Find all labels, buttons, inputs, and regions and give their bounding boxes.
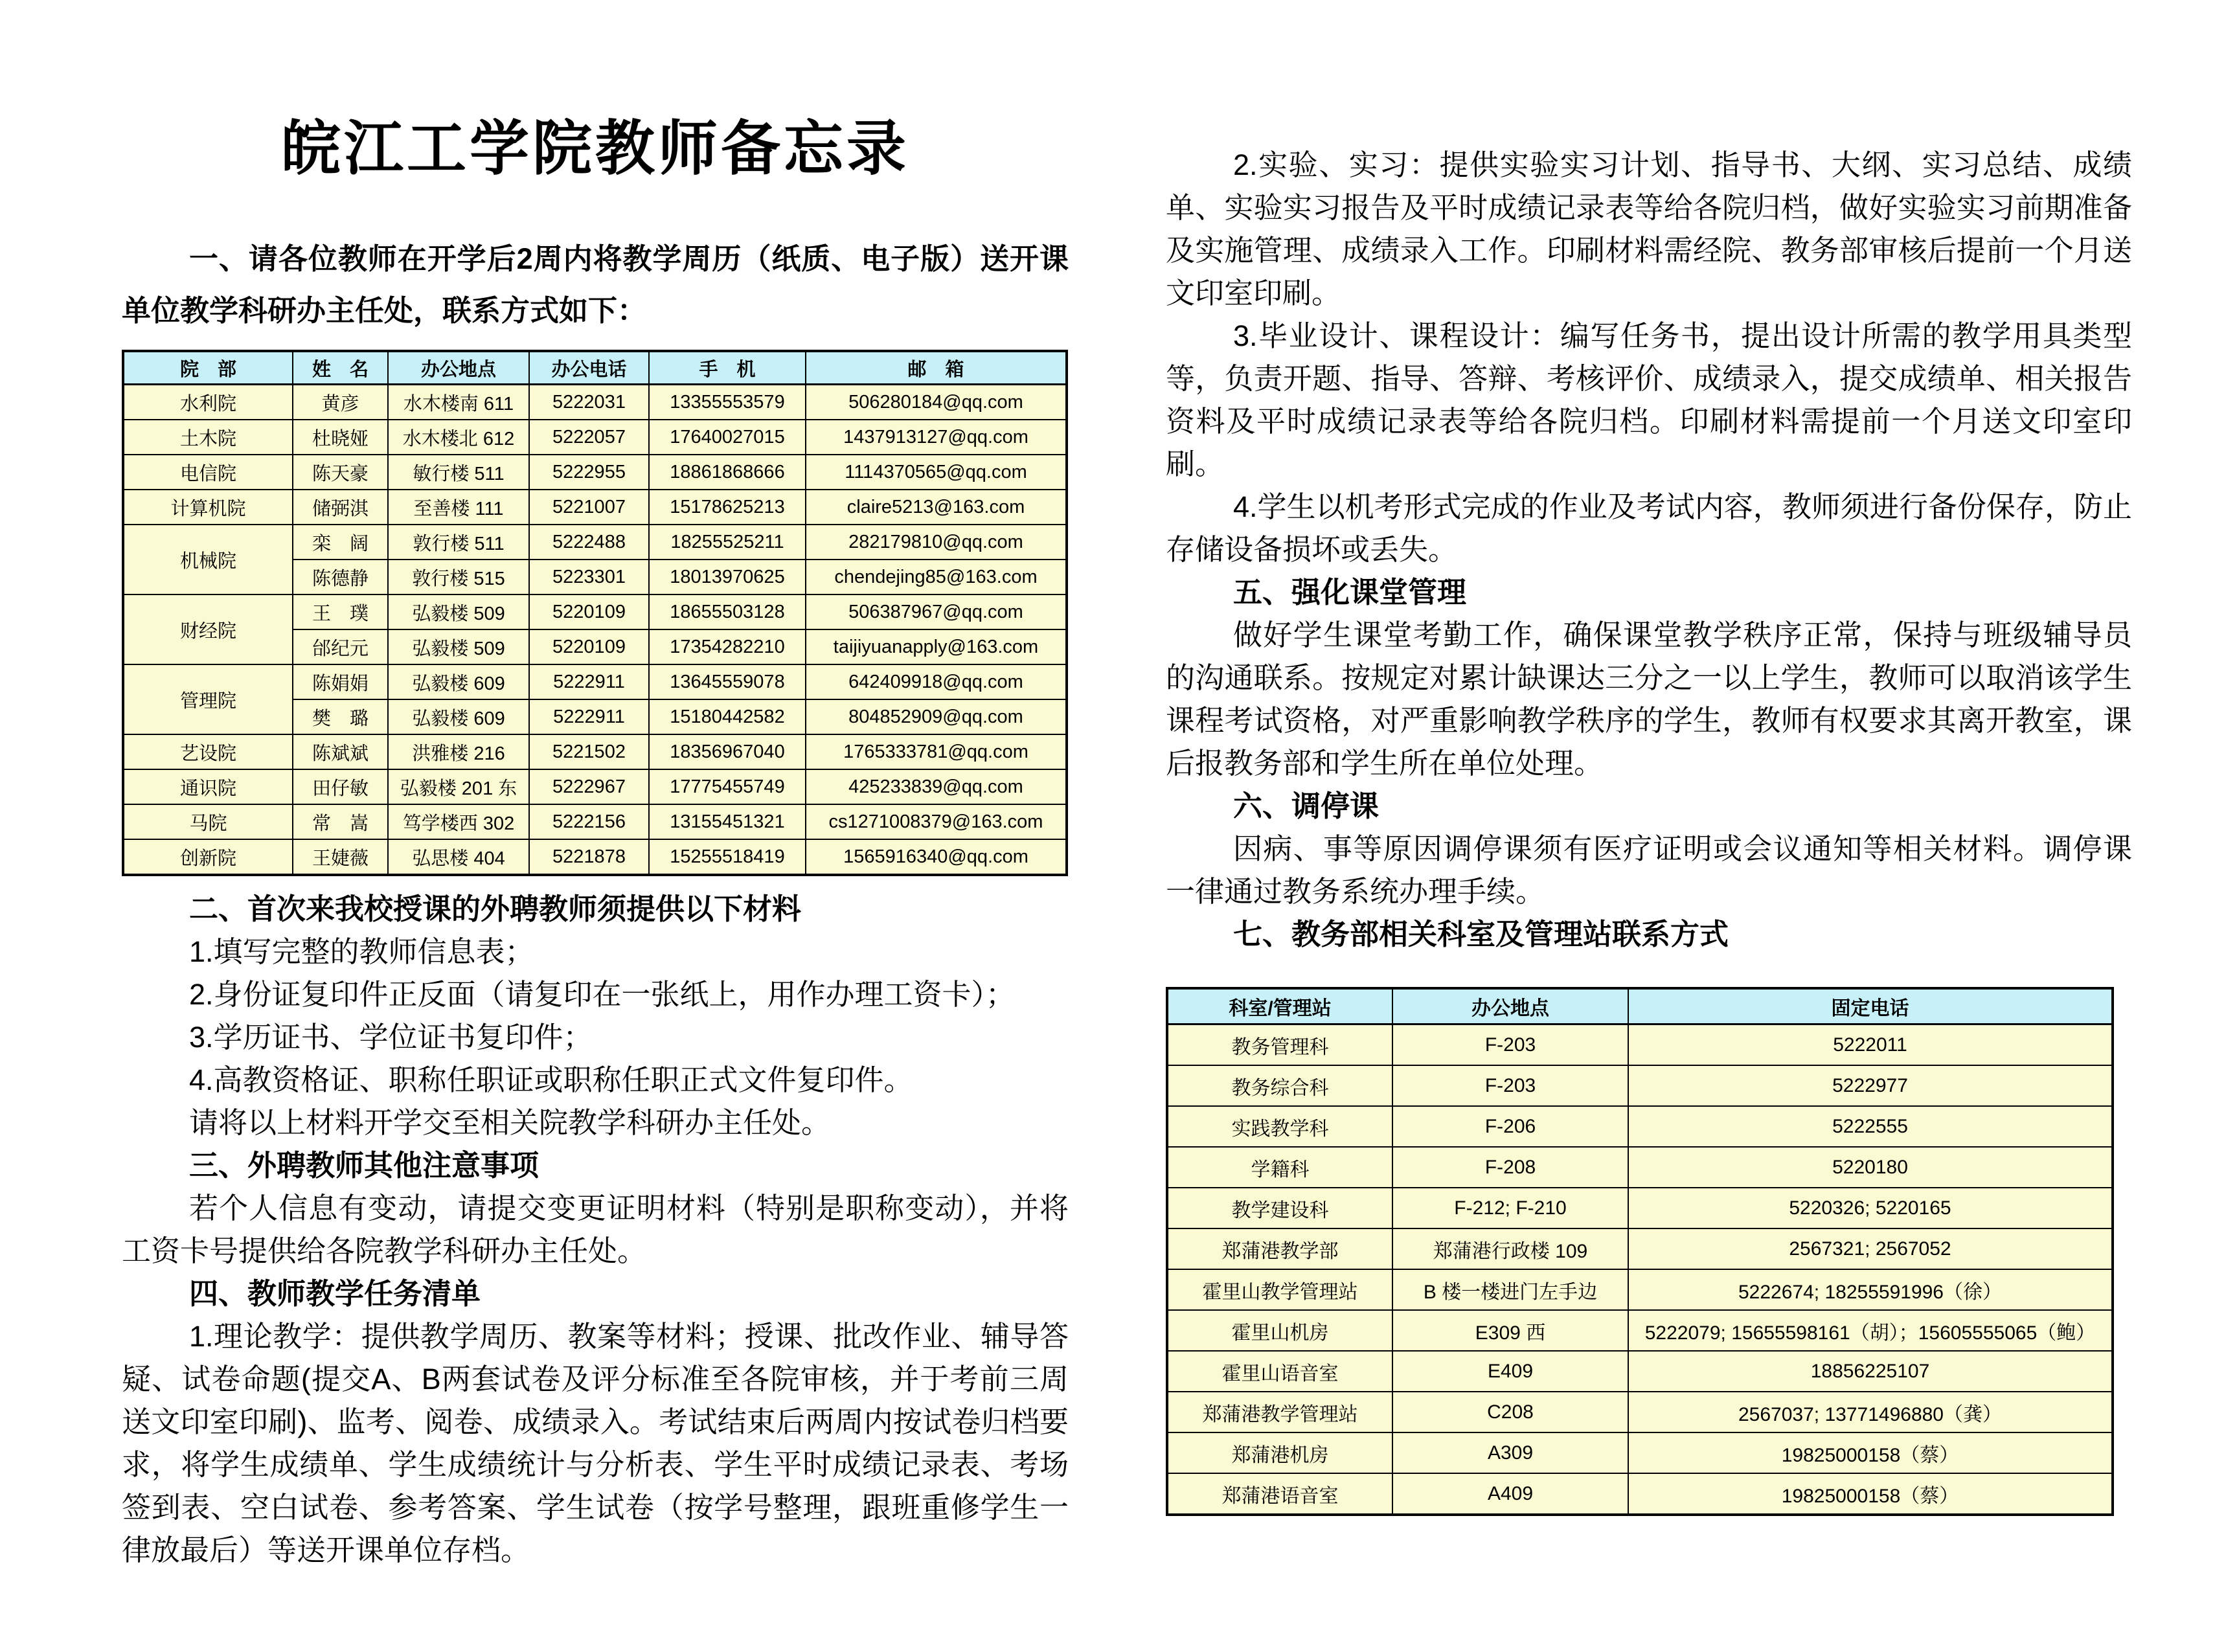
- cell-phone: 5222057: [529, 420, 649, 455]
- cell-office: 笃学楼西 302: [388, 804, 529, 839]
- cell-phone: 5221878: [529, 839, 649, 875]
- table-row: [1167, 1269, 2113, 1310]
- cell-email: 1114370565@qq.com: [806, 455, 1067, 490]
- cell-mobile: 15178625213: [649, 490, 806, 525]
- cell-office: 霍里山教学管理站: [1167, 1269, 1392, 1310]
- cell-location: A309: [1392, 1432, 1628, 1473]
- cell-email: 425233839@qq.com: [806, 769, 1067, 804]
- table-row: [1167, 1432, 2113, 1473]
- table-row: [123, 769, 1067, 804]
- cell-phone: 5222011: [1628, 1024, 2113, 1066]
- cell-office: 霍里山语音室: [1167, 1351, 1392, 1392]
- cell-dept: 艺设院: [123, 734, 293, 769]
- cell-email: 642409918@qq.com: [806, 664, 1067, 699]
- list-item: 1.填写完整的教师信息表；: [189, 935, 534, 968]
- page-title: 皖江工学院教师备忘录: [280, 116, 909, 182]
- cell-office: 郑蒲港机房: [1167, 1432, 1392, 1473]
- cell-name: 黄彦: [293, 385, 388, 420]
- cell-mobile: 18013970625: [649, 560, 806, 594]
- column-header: 办公地点: [388, 351, 529, 385]
- cell-office: 弘毅楼 509: [388, 629, 529, 664]
- cell-phone: 5222156: [529, 804, 649, 839]
- cell-email: 804852909@qq.com: [806, 699, 1067, 734]
- cell-phone: 5222955: [529, 455, 649, 490]
- cell-office: 敏行楼 511: [388, 455, 529, 490]
- left-column: [122, 110, 1069, 1572]
- cell-email: 282179810@qq.com: [806, 525, 1067, 560]
- section-heading-3: 三、外聘教师其他注意事项: [189, 1149, 539, 1182]
- table-header-row: [123, 351, 1067, 385]
- cell-phone: 5221007: [529, 490, 649, 525]
- table-row: [123, 385, 1067, 420]
- table-row: [123, 525, 1067, 560]
- cell-phone: 19825000158（蔡）: [1628, 1473, 2113, 1515]
- cell-phone: 18856225107: [1628, 1351, 2113, 1392]
- cell-office: 至善楼 111: [388, 490, 529, 525]
- cell-dept: 财经院: [123, 594, 293, 664]
- cell-location: C208: [1392, 1392, 1628, 1432]
- cell-email: 506280184@qq.com: [806, 385, 1067, 420]
- cell-dept: 机械院: [123, 525, 293, 594]
- cell-phone: 5221502: [529, 734, 649, 769]
- cell-phone: 5222079; 15655598161（胡）；15605555065（鲍）: [1628, 1310, 2113, 1351]
- cell-name: 陈德静: [293, 560, 388, 594]
- cell-mobile: 13355553579: [649, 385, 806, 420]
- cell-email: 1437913127@qq.com: [806, 420, 1067, 455]
- column-header: 院 部: [123, 351, 293, 385]
- table-row: [1167, 1106, 2113, 1147]
- table-row: [1167, 1065, 2113, 1106]
- table-row: [123, 594, 1067, 629]
- section2-items: [122, 931, 1069, 1102]
- cell-email: 506387967@qq.com: [806, 594, 1067, 629]
- table-row: [123, 420, 1067, 455]
- column-header: 姓 名: [293, 351, 388, 385]
- cell-mobile: 15180442582: [649, 699, 806, 734]
- cell-email: cs1271008379@163.com: [806, 804, 1067, 839]
- cell-dept: 电信院: [123, 455, 293, 490]
- cell-phone: 5222674; 18255591996（徐）: [1628, 1269, 2113, 1310]
- cell-office: 教学建设科: [1167, 1188, 1392, 1228]
- cell-office: 弘毅楼 609: [388, 699, 529, 734]
- table-header-row: [1167, 988, 2113, 1024]
- cell-location: E409: [1392, 1351, 1628, 1392]
- departments-contacts-table: [122, 350, 1068, 876]
- cell-dept: 管理院: [123, 664, 293, 734]
- cell-office: 教务管理科: [1167, 1024, 1392, 1066]
- cell-name: 陈斌斌: [293, 734, 388, 769]
- cell-dept: 创新院: [123, 839, 293, 875]
- cell-mobile: 15255518419: [649, 839, 806, 875]
- cell-office: 郑蒲港语音室: [1167, 1473, 1392, 1515]
- cell-phone: 2567321; 2567052: [1628, 1228, 2113, 1269]
- cell-location: F-203: [1392, 1065, 1628, 1106]
- cell-office: 郑蒲港教学部: [1167, 1228, 1392, 1269]
- cell-office: 敦行楼 515: [388, 560, 529, 594]
- cell-name: 陈娟娟: [293, 664, 388, 699]
- section6-body: 因病、事等原因调停课须有医疗证明或会议通知等相关材料。调停课一律通过教务系统办理手续。: [1166, 832, 2132, 908]
- list-item: 4.高教资格证、职称任职证或职称任职正式文件复印件。: [189, 1063, 913, 1096]
- cell-dept: 水利院: [123, 385, 293, 420]
- table-row: [123, 664, 1067, 699]
- cell-mobile: 18861868666: [649, 455, 806, 490]
- cell-phone: 19825000158（蔡）: [1628, 1432, 2113, 1473]
- section-heading-5: 五、强化课堂管理: [1233, 576, 1467, 609]
- cell-name: 王婕薇: [293, 839, 388, 875]
- table-row: [1167, 1351, 2113, 1392]
- cell-phone: 5222911: [529, 664, 649, 699]
- table-row: [1167, 1147, 2113, 1188]
- cell-office: 郑蒲港教学管理站: [1167, 1392, 1392, 1432]
- section4-item1: 1.理论教学：提供教学周历、教案等材料；授课、批改作业、辅导答疑、试卷命题(提交A、B两套试卷及评分标准至各院审核，并于考前三周送文印室印刷)、监考、阅卷、成绩录入。考试结束后两周内按试卷归档要求，将学生成绩单、学生成绩统计与分析表、学生平时成绩记录表、考场签到表、空白试卷、参考答案、学生试卷（按学号整理，跟班重修学生一律放最后）等送开课单位存档。: [122, 1320, 1069, 1567]
- cell-location: B 楼一楼进门左手边: [1392, 1269, 1628, 1310]
- cell-email: 1765333781@qq.com: [806, 734, 1067, 769]
- cell-office: 敦行楼 511: [388, 525, 529, 560]
- cell-email: taijiyuanapply@163.com: [806, 629, 1067, 664]
- cell-name: 田仔敏: [293, 769, 388, 804]
- cell-phone: 5220180: [1628, 1147, 2113, 1188]
- cell-phone: 5222911: [529, 699, 649, 734]
- cell-email: chendejing85@163.com: [806, 560, 1067, 594]
- list-item: 2.身份证复印件正反面（请复印在一张纸上，用作办理工资卡）；: [189, 978, 1016, 1011]
- cell-dept: 马院: [123, 804, 293, 839]
- cell-mobile: 13155451321: [649, 804, 806, 839]
- cell-office: 弘毅楼 201 东: [388, 769, 529, 804]
- cell-dept: 计算机院: [123, 490, 293, 525]
- cell-phone: 5223301: [529, 560, 649, 594]
- cell-name: 常 嵩: [293, 804, 388, 839]
- list-item: 3.学历证书、学位证书复印件；: [189, 1021, 593, 1054]
- cell-mobile: 13645559078: [649, 664, 806, 699]
- cell-email: claire5213@163.com: [806, 490, 1067, 525]
- table-row: [1167, 1228, 2113, 1269]
- cell-location: A409: [1392, 1473, 1628, 1515]
- cell-name: 栾 阔: [293, 525, 388, 560]
- cell-dept: 通识院: [123, 769, 293, 804]
- cell-office: 实践教学科: [1167, 1106, 1392, 1147]
- table-row: [123, 490, 1067, 525]
- cell-phone: 5220326; 5220165: [1628, 1188, 2113, 1228]
- offices-contacts-table: [1166, 987, 2114, 1516]
- cell-office: 水木楼南 611: [388, 385, 529, 420]
- cell-name: 储弼淇: [293, 490, 388, 525]
- cell-email: 1565916340@qq.com: [806, 839, 1067, 875]
- table-row: [1167, 1024, 2113, 1066]
- cell-name: 樊 璐: [293, 699, 388, 734]
- cell-phone: 5222488: [529, 525, 649, 560]
- cell-location: 郑蒲港行政楼 109: [1392, 1228, 1628, 1269]
- column-header: 办公地点: [1392, 988, 1628, 1024]
- cell-phone: 5220109: [529, 594, 649, 629]
- cell-office: 霍里山机房: [1167, 1310, 1392, 1351]
- cell-mobile: 17354282210: [649, 629, 806, 664]
- section5-body: 做好学生课堂考勤工作，确保课堂教学秩序正常，保持与班级辅导员的沟通联系。按规定对累计缺课达三分之一以上学生，教师可以取消该学生课程考试资格，对严重影响教学秩序的学生，教师有权要求其离开教室，课后报教务部和学生所在单位处理。: [1166, 618, 2132, 780]
- cell-phone: 5220109: [529, 629, 649, 664]
- table-row: [1167, 1473, 2113, 1515]
- cell-mobile: 17775455749: [649, 769, 806, 804]
- cell-mobile: 17640027015: [649, 420, 806, 455]
- cell-location: E309 西: [1392, 1310, 1628, 1351]
- intro-paragraph: 一、请各位教师在开学后2周内将教学周历（纸质、电子版）送开课单位教学科研办主任处，联系方式如下：: [122, 242, 1069, 327]
- column-header: 科室/管理站: [1167, 988, 1392, 1024]
- cell-location: F-208: [1392, 1147, 1628, 1188]
- cell-dept: 土木院: [123, 420, 293, 455]
- cell-mobile: 18255525211: [649, 525, 806, 560]
- cell-mobile: 18356967040: [649, 734, 806, 769]
- cell-office: 教务综合科: [1167, 1065, 1392, 1106]
- cell-name: 邰纪元: [293, 629, 388, 664]
- section3-body: 若个人信息有变动，请提交变更证明材料（特别是职称变动），并将工资卡号提供给各院教学科研办主任处。: [122, 1192, 1069, 1267]
- column-header: 邮 箱: [806, 351, 1067, 385]
- paragraph-3-graduation-design: 3.毕业设计、课程设计：编写任务书，提出设计所需的教学用具类型等，负责开题、指导、答辩、考核评价、成绩录入，提交成绩单、相关报告资料及平时成绩记录表等给各院归档。印刷材料需提前一个月送文印室印刷。: [1166, 319, 2132, 481]
- cell-office: 弘思楼 404: [388, 839, 529, 875]
- section-heading-7: 七、教务部相关科室及管理站联系方式: [1233, 918, 1729, 951]
- table-row: [123, 839, 1067, 875]
- cell-mobile: 18655503128: [649, 594, 806, 629]
- section-heading-6: 六、调停课: [1233, 789, 1380, 822]
- table-row: [1167, 1188, 2113, 1228]
- cell-office: 水木楼北 612: [388, 420, 529, 455]
- cell-phone: 5222977: [1628, 1065, 2113, 1106]
- cell-location: F-203: [1392, 1024, 1628, 1066]
- column-header: 办公电话: [529, 351, 649, 385]
- cell-phone: 5222031: [529, 385, 649, 420]
- table-row: [123, 455, 1067, 490]
- cell-phone: 5222555: [1628, 1106, 2113, 1147]
- cell-office: 弘毅楼 509: [388, 594, 529, 629]
- section-heading-2: 二、首次来我校授课的外聘教师须提供以下材料: [189, 892, 802, 925]
- column-header: 固定电话: [1628, 988, 2113, 1024]
- column-header: 手 机: [649, 351, 806, 385]
- table-row: [1167, 1310, 2113, 1351]
- section-heading-4: 四、教师教学任务清单: [189, 1277, 481, 1310]
- table-row: [123, 734, 1067, 769]
- section2-note: 请将以上材料开学交至相关院教学科研办主任处。: [189, 1106, 831, 1139]
- table-row: [123, 804, 1067, 839]
- cell-phone: 2567037; 13771496880（龚）: [1628, 1392, 2113, 1432]
- paragraph-4-computer-exams: 4.学生以机考形式完成的作业及考试内容，教师须进行备份保存，防止存储设备损坏或丢失。: [1166, 490, 2132, 566]
- cell-phone: 5222967: [529, 769, 649, 804]
- table-row: [1167, 1392, 2113, 1432]
- right-column: [1166, 144, 2132, 1516]
- cell-office: 洪雅楼 216: [388, 734, 529, 769]
- cell-name: 杜晓娅: [293, 420, 388, 455]
- cell-name: 王 璞: [293, 594, 388, 629]
- paragraph-2-experiments: 2.实验、实习：提供实验实习计划、指导书、大纲、实习总结、成绩单、实验实习报告及平时成绩记录表等给各院归档，做好实验实习前期准备及实施管理、成绩录入工作。印刷材料需经院、教务部审核后提前一个月送文印室印刷。: [1166, 148, 2132, 310]
- cell-location: F-206: [1392, 1106, 1628, 1147]
- cell-office: 学籍科: [1167, 1147, 1392, 1188]
- cell-location: F-212; F-210: [1392, 1188, 1628, 1228]
- cell-name: 陈天豪: [293, 455, 388, 490]
- cell-office: 弘毅楼 609: [388, 664, 529, 699]
